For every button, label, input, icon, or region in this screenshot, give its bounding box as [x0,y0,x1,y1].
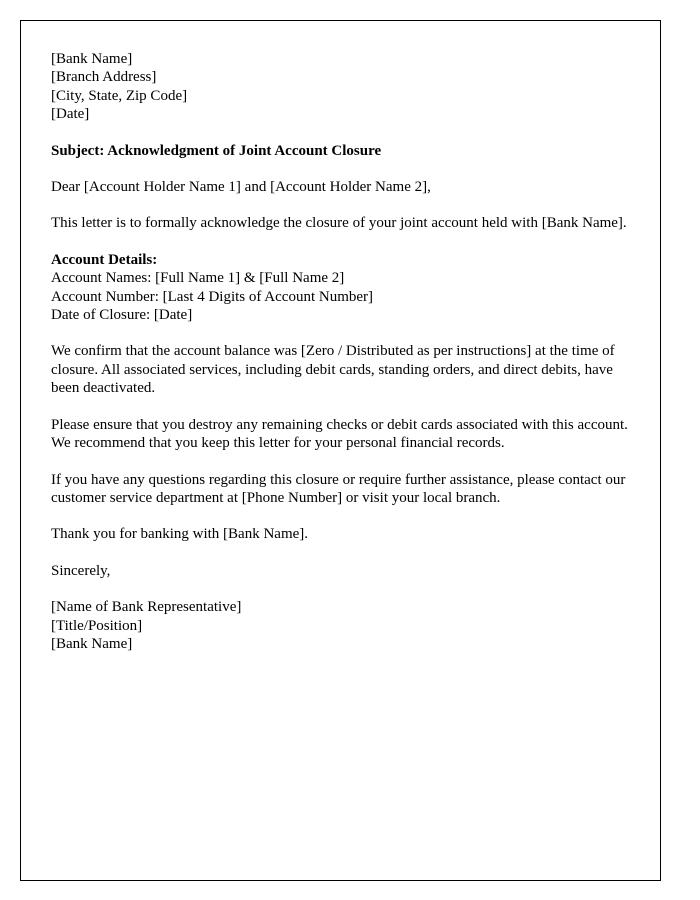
representative-name-line: [Name of Bank Representative] [51,599,242,616]
intro-paragraph: This letter is to formally acknowledge the closure of your joint account held with [Bank Name]. [51,215,627,232]
signature-bank-name-line: [Bank Name] [51,635,133,652]
subject-line: Subject: Acknowledgment of Joint Account Closure [51,142,382,159]
branch-address-line: [Branch Address] [51,69,157,86]
destroy-checks-paragraph: Please ensure that you destroy any remaining checks or debit cards associated with this account. We recommend that you keep this letter for your personal financial records. [51,416,628,452]
letter-page [20,20,661,881]
salutation: Dear [Account Holder Name 1] and [Account Holder Name 2], [51,179,431,196]
closure-date-line: Date of Closure: [Date] [51,307,193,324]
signature-block [51,598,633,653]
thank-you-paragraph: Thank you for banking with [Bank Name]. [51,526,309,543]
date-line: [Date] [51,106,90,123]
closing-line: Sincerely, [51,562,111,579]
account-details-heading: Account Details: [51,251,158,268]
account-details-block [51,251,633,325]
letter-content [21,21,660,653]
city-state-zip-line: [City, State, Zip Code] [51,87,188,104]
bank-name-line: [Bank Name] [51,51,133,67]
questions-contact-paragraph: If you have any questions regarding this closure or require further assistance, please contact our customer service department at [Phone Number] or visit your local branch. [51,471,626,506]
account-number-line: Account Number: [Last 4 Digits of Account Number] [51,288,374,305]
account-names-line: Account Names: [Full Name 1] & [Full Name 2] [51,270,345,287]
balance-confirmation-paragraph: We confirm that the account balance was [Zero / Distributed as per instructions] at the time of closure. All associated services, including debit cards, standing orders, and direct debits, have been deactivated. [51,343,615,397]
letterhead-block [51,50,633,124]
title-position-line: [Title/Position] [51,617,143,634]
